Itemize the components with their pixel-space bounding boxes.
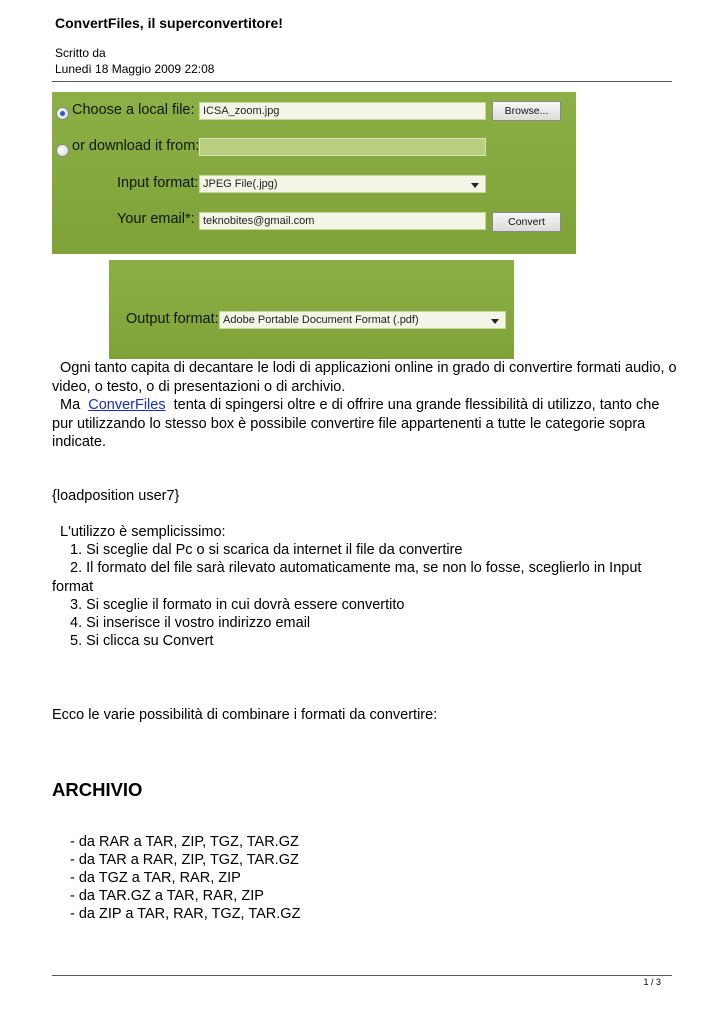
browse-button[interactable]: Browse... (492, 101, 561, 121)
author-label: Scritto da (55, 46, 106, 60)
combinations-intro: Ecco le varie possibilità di combinare i formati da convertire: (52, 707, 438, 723)
section-heading-archivio: ARCHIVIO (52, 779, 143, 800)
archive-item: - da ZIP a TAR, RAR, TGZ, TAR.GZ (70, 906, 301, 922)
email-input[interactable]: teknobites@gmail.com (199, 212, 486, 230)
output-format-select[interactable]: Adobe Portable Document Format (.pdf) (219, 311, 506, 329)
page-number: 1 / 3 (643, 977, 661, 987)
para2-prefix: Ma (60, 397, 81, 413)
archive-item: - da TGZ a TAR, RAR, ZIP (70, 870, 241, 886)
archive-item: - da RAR a TAR, ZIP, TGZ, TAR.GZ (70, 834, 299, 850)
upload-form-image (52, 92, 576, 254)
header-divider (52, 81, 672, 82)
step-item: 4. Si inserisce il vostro indirizzo email (70, 615, 311, 631)
input-format-label: Input format: (117, 175, 199, 191)
page-title: ConvertFiles, il superconvertitore! (55, 15, 283, 31)
intro-paragraph: Ogni tanto capita di decantare le lodi di applicazioni online in grado di convertire formati audio, o video, o testo, o di presentazioni o di archivio. (52, 360, 677, 395)
loadposition-text: {loadposition user7} (52, 488, 180, 504)
output-format-label: Output format: (126, 311, 219, 327)
footer-divider (52, 975, 672, 976)
archive-item: - da TAR a RAR, ZIP, TGZ, TAR.GZ (70, 852, 299, 868)
step-item: 1. Si sceglie dal Pc o si scarica da internet il file da convertire (70, 542, 463, 558)
output-format-image (109, 260, 514, 359)
usage-intro: L'utilizzo è semplicissimo: (60, 524, 226, 540)
archive-item: - da TAR.GZ a TAR, RAR, ZIP (70, 888, 264, 904)
input-format-select[interactable]: JPEG File(.jpg) (199, 175, 486, 193)
email-label: Your email*: (117, 211, 195, 227)
step-item: 2. Il formato del file sarà rilevato automaticamente ma, se non lo fosse, sceglierlo in Input format (52, 560, 642, 595)
converfiles-link[interactable]: ConverFiles (88, 397, 166, 413)
local-file-input[interactable]: ICSA_zoom.jpg (199, 102, 486, 120)
choose-local-label: Choose a local file: (72, 102, 195, 118)
download-radio[interactable] (56, 144, 69, 157)
download-url-input[interactable] (199, 138, 486, 156)
download-label: or download it from: (72, 138, 200, 154)
publish-date: Lunedì 18 Maggio 2009 22:08 (55, 62, 215, 76)
step-item: 5. Si clicca su Convert (70, 633, 214, 649)
local-file-radio[interactable] (56, 107, 69, 120)
step-item: 3. Si sceglie il formato in cui dovrà essere convertito (70, 597, 405, 613)
para2-suffix: tenta di spingersi oltre e di offrire una grande flessibilità di utilizzo, tanto che pur utilizzando lo stesso box è possibile convertire file appartenenti a tutte le categorie sopra indicate. (52, 397, 660, 450)
converfiles-paragraph (52, 396, 677, 452)
convert-button[interactable]: Convert (492, 212, 561, 232)
